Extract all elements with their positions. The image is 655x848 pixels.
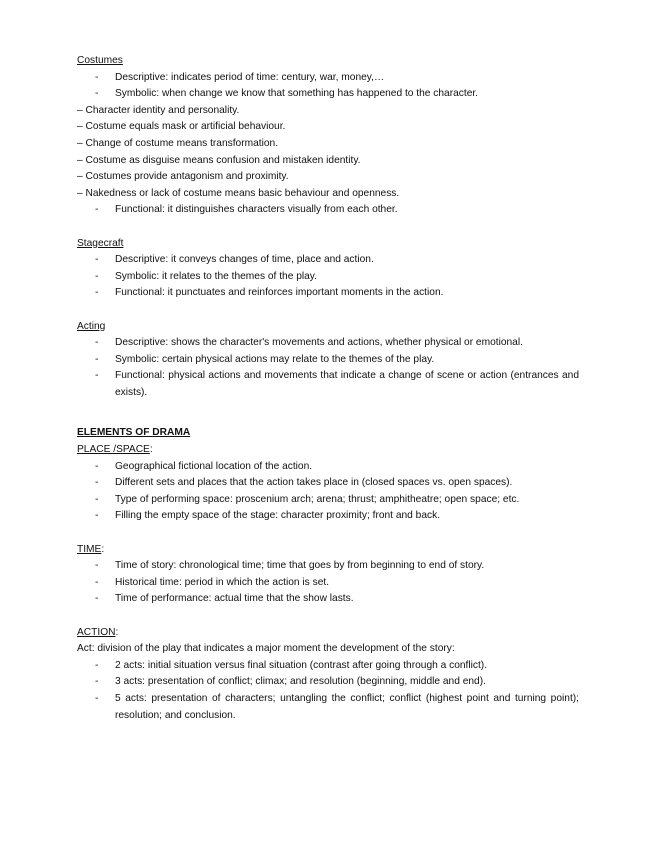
bullet-mark: - [95, 560, 99, 572]
list-item-text: 2 acts: initial situation versus final situation (contrast after going through a conflict). [115, 659, 488, 671]
list-item-text: Time of performance: actual time that the show lasts. [115, 593, 354, 605]
place-heading: PLACE /SPACE [77, 444, 150, 456]
dash-item: – Costumes provide antagonism and proximity. [77, 171, 289, 183]
bullet-mark: - [95, 692, 99, 704]
list-item-text: Different sets and places that the action takes place in (closed spaces vs. open spaces). [115, 477, 513, 489]
list-item-text: 5 acts: presentation of characters; untangling the conflict; conflict (highest point and turning point); resolution; and conclusion. [115, 692, 579, 721]
costumes-heading: Costumes [77, 55, 123, 66]
action-heading: ACTION [77, 626, 116, 638]
bullet-mark: - [95, 370, 99, 382]
bullet-mark: - [95, 593, 99, 605]
dash-item: – Costume as disguise means confusion and mistaken identity. [77, 154, 361, 166]
list-item-text: 3 acts: presentation of conflict; climax; and resolution (beginning, middle and end). [115, 676, 486, 688]
list-item [77, 459, 579, 476]
list-item-text: Geographical fictional location of the action. [115, 460, 313, 472]
spacer [77, 608, 579, 625]
time-heading-line [77, 542, 579, 559]
list-item-text: Time of story: chronological time; time that goes by from beginning to end of story. [115, 560, 485, 572]
bullet-mark: - [95, 477, 99, 489]
list-item-text: Functional: it punctuates and reinforces important moments in the action. [115, 287, 444, 299]
list-item [77, 658, 579, 675]
list-item-text: Filling the empty space of the stage: character proximity; front and back. [115, 510, 441, 522]
stagecraft-heading: Stagecraft [77, 237, 124, 249]
bullet-mark: - [95, 88, 99, 100]
list-item [77, 285, 579, 302]
list-item [77, 691, 579, 724]
heading-colon: : [101, 543, 105, 555]
list-item [77, 674, 579, 691]
list-item-text: Symbolic: certain physical actions may relate to the themes of the play. [115, 353, 435, 365]
bullet-mark: - [95, 510, 99, 522]
bullet-mark: - [95, 204, 99, 216]
bullet-mark: - [95, 676, 99, 688]
list-item [77, 575, 579, 592]
list-item [77, 252, 579, 269]
list-item [77, 352, 579, 369]
bullet-mark: - [95, 493, 99, 505]
list-item [77, 508, 579, 525]
bullet-mark: - [95, 71, 99, 83]
list-item-text: Descriptive: shows the character's movements and actions, whether physical or emotional. [115, 337, 523, 349]
document-page [77, 53, 579, 724]
list-item-text: Functional: physical actions and movements that indicate a change of scene or action (entrances and exists). [115, 370, 579, 398]
list-item-text: Descriptive: it conveys changes of time, place and action. [115, 254, 374, 266]
place-heading-line [77, 442, 579, 459]
bullet-mark: - [95, 254, 99, 266]
heading-colon: : [149, 444, 153, 456]
acting-heading: Acting [77, 320, 106, 332]
bullet-mark: - [95, 659, 99, 671]
list-item [77, 202, 579, 219]
list-item-text: Symbolic: it relates to the themes of the play. [115, 270, 317, 282]
dash-item: – Costume equals mask or artificial behaviour. [77, 121, 286, 133]
bullet-mark: - [95, 270, 99, 282]
list-item-text: Type of performing space: proscenium arch; arena; thrust; amphitheatre; open space; etc. [115, 493, 520, 505]
time-heading: TIME [77, 543, 102, 555]
list-item [77, 591, 579, 608]
list-item [77, 368, 579, 401]
list-item-text: Historical time: period in which the action is set. [115, 576, 330, 588]
list-item-text: Functional: it distinguishes characters visually from each other. [115, 204, 398, 216]
list-item [77, 70, 579, 87]
action-intro: Act: division of the play that indicates a major moment the development of the story: [77, 643, 455, 655]
spacer [77, 302, 579, 319]
bullet-mark: - [95, 353, 99, 365]
list-item [77, 335, 579, 352]
elements-title: ELEMENTS OF DRAMA [77, 427, 191, 439]
action-heading-line [77, 625, 579, 642]
bullet-mark: - [95, 576, 99, 588]
spacer [77, 401, 579, 425]
spacer [77, 219, 579, 236]
dash-item: – Character identity and personality. [77, 104, 240, 116]
bullet-mark: - [95, 337, 99, 349]
list-item-text: Descriptive: indicates period of time: century, war, money,… [115, 71, 385, 83]
list-item [77, 558, 579, 575]
list-item-text: Symbolic: when change we know that something has happened to the character. [115, 88, 479, 100]
spacer [77, 525, 579, 542]
dash-item: – Nakedness or lack of costume means basic behaviour and openness. [77, 187, 400, 199]
heading-colon: : [115, 626, 119, 638]
bullet-mark: - [95, 287, 99, 299]
list-item [77, 269, 579, 286]
list-item [77, 86, 579, 103]
bullet-mark: - [95, 460, 99, 472]
list-item [77, 492, 579, 509]
list-item [77, 475, 579, 492]
dash-item: – Change of costume means transformation. [77, 137, 279, 149]
